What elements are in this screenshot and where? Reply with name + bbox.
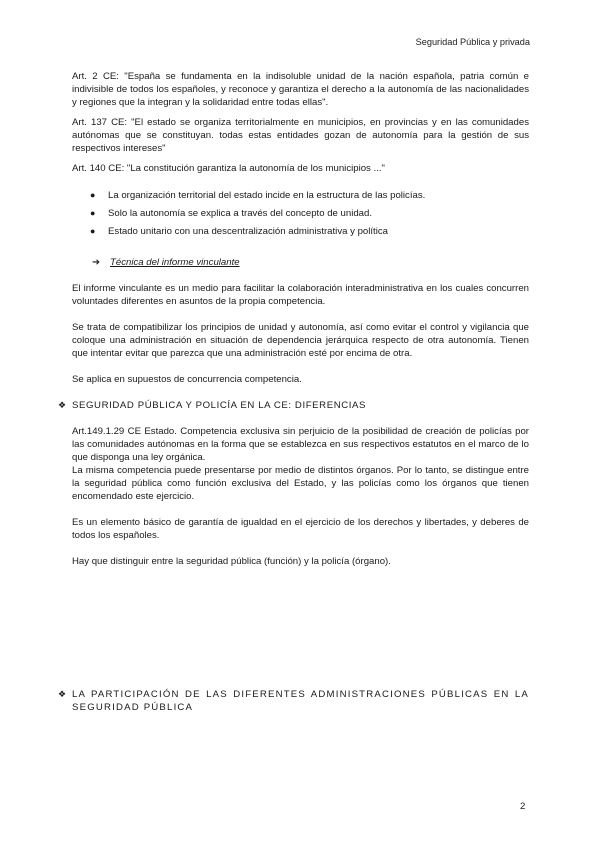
bullet-list (72, 189, 529, 238)
paragraph-section1-1: Art.149.1.29 CE Estado. Competencia exclusiva sin perjuicio de la posibilidad de creación de policías por las comunidades autónomas en la forma que se establezca en sus respectivos estatutos en el marco de lo que disponga una ley orgánica. (72, 426, 529, 463)
list-item (90, 189, 529, 202)
arrow-heading (72, 256, 529, 269)
list-item (90, 207, 529, 220)
section-title: LA PARTICIPACIÓN DE LAS DIFERENTES ADMINISTRACIONES PÚBLICAS EN LA SEGURIDAD PÚBLICA (72, 689, 529, 713)
paragraph-art137: Art. 137 CE: "El estado se organiza territorialmente en municipios, en provincias y en las comunidades autónomas que se constituyan. todas estas entidades gozan de autonomía para la gestión de sus respectivos intereses" (72, 117, 529, 154)
paragraph-section1-2: La misma competencia puede presentarse por medio de distintos órganos. Por lo tanto, se distingue entre la seguridad pública como función exclusiva del Estado, y las policías como los órganos que tienen encomendado este ejercicio. (72, 465, 529, 502)
section-heading-2 (58, 688, 529, 714)
list-item-text: Estado unitario con una descentralización administrativa y política (108, 226, 388, 237)
arrow-right-icon: ➔ (92, 257, 101, 268)
bullet-icon: ● (90, 226, 96, 236)
page-body (58, 70, 529, 714)
paragraph-section1-3: Es un elemento básico de garantía de igualdad en el ejercicio de los derechos y libertades, y deberes de todos los españoles. (72, 517, 529, 541)
diamond-bullet-icon: ❖ (58, 400, 67, 410)
paragraph-informe-1: El informe vinculante es un medio para facilitar la colaboración interadministrativa en los cuales concurren voluntades diferentes en asuntos de la propia competencia. (72, 283, 529, 307)
list-item-text: La organización territorial del estado incide en la estructura de las policías. (108, 190, 426, 201)
running-header: Seguridad Pública y privada (415, 37, 530, 47)
diamond-bullet-icon: ❖ (58, 689, 68, 699)
section-title: SEGURIDAD PÚBLICA Y POLICÍA EN LA CE: DIFERENCIAS (72, 400, 367, 411)
paragraph-section1-4: Hay que distinguir entre la seguridad pública (función) y la policía (órgano). (72, 556, 391, 567)
page-number: 2 (520, 801, 526, 812)
list-item-text: Solo la autonomía se explica a través del concepto de unidad. (108, 208, 373, 219)
list-item (90, 225, 529, 238)
paragraph-informe-2: Se trata de compatibilizar los principios de unidad y autonomía, así como evitar el control y vigilancia que coloque una administración en situación de dependencia jerárquica respecto de otra autonomía. Tienen que intentar evitar que parezca que una administración esté por encima de otra. (72, 322, 529, 359)
arrow-heading-text: Técnica del informe vinculante (110, 257, 240, 268)
paragraph-art2: Art. 2 CE: "España se fundamenta en la indisoluble unidad de la nación española, patria común e indivisible de todos los españoles, y reconoce y garantiza el derecho a la autonomía de las nacionalidades y regiones que la integran y la solidaridad entre todas ellas". (72, 71, 529, 108)
section-heading-1 (58, 399, 529, 412)
bullet-icon: ● (90, 208, 96, 218)
paragraph-art140: Art. 140 CE: "La constitución garantiza la autonomía de los municipios ..." (72, 163, 385, 174)
bullet-icon: ● (90, 190, 96, 200)
paragraph-informe-3: Se aplica en supuestos de concurrencia competencia. (72, 374, 302, 385)
